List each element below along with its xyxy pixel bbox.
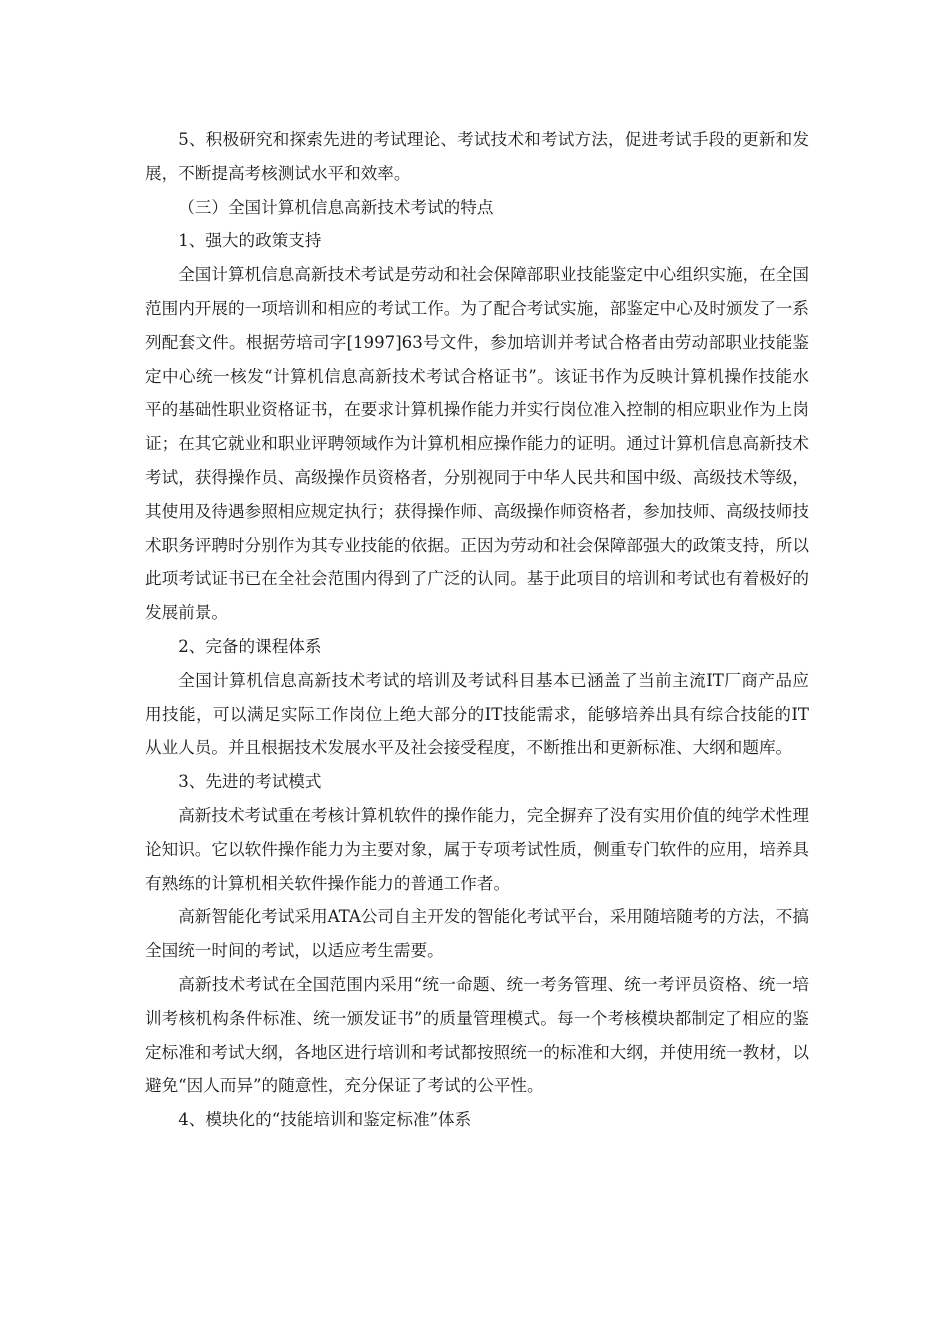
subheading-modular-system: 4、模块化的“技能培训和鉴定标准”体系 (178, 1110, 472, 1130)
subheading-policy-support: 1、强大的政策支持 (178, 231, 322, 251)
subheading-exam-mode: 3、先进的考试模式 (178, 772, 322, 792)
paragraph-item-5: 5、积极研究和探索先进的考试理论、考试技术和考试方法，促进考试手段的更新和发展，不断提高考核测试水平和效率。 (145, 130, 809, 183)
paragraph-exam-mode-1: 高新技术考试重在考核计算机软件的操作能力，完全摒弃了没有实用价值的纯学术性理论知识。它以软件操作能力为主要对象，属于专项考试性质，侧重专门软件的应用，培养具有熟练的计算机相关软件操作能力的普通工作者。 (145, 805, 809, 893)
document-body (145, 123, 809, 1137)
paragraph-course-system: 全国计算机信息高新技术考试的培训及考试科目基本已涵盖了当前主流IT厂商产品应用技能，可以满足实际工作岗位上绝大部分的IT技能需求，能够培养出具有综合技能的IT从业人员。并且根据技术发展水平及社会接受程度，不断推出和更新标准、大纲和题库。 (145, 670, 809, 758)
paragraph-policy-support: 全国计算机信息高新技术考试是劳动和社会保障部职业技能鉴定中心组织实施，在全国范围内开展的一项培训和相应的考试工作。为了配合考试实施，部鉴定中心及时颁发了一系列配套文件。根据劳培司字[1997]63号文件，参加培训并考试合格者由劳动部职业技能鉴定中心统一核发“计算机信息高新技术考试合格证书”。该证书作为反映计算机操作技能水平的基础性职业资格证书，在要求计算机操作能力并实行岗位准入控制的相应职业作为上岗证；在其它就业和职业评聘领域作为计算机相应操作能力的证明。通过计算机信息高新技术考试，获得操作员、高级操作员资格者，分别视同于中华人民共和国中级、高级技术等级，其使用及待遇参照相应规定执行；获得操作师、高级操作师资格者，参加技师、高级技师技术职务评聘时分别作为其专业技能的依据。正因为劳动和社会保障部强大的政策支持，所以此项考试证书已在全社会范围内得到了广泛的认同。基于此项目的培训和考试也有着极好的发展前景。 (145, 265, 809, 623)
section-heading-features: （三）全国计算机信息高新技术考试的特点 (178, 197, 494, 217)
paragraph-exam-mode-3: 高新技术考试在全国范围内采用“统一命题、统一考务管理、统一考评员资格、统一培训考核机构条件标准、统一颁发证书”的质量管理模式。每一个考核模块都制定了相应的鉴定标准和考试大纲，各地区进行培训和考试都按照统一的标准和大纲，并使用统一教材，以避免“因人而异”的随意性，充分保证了考试的公平性。 (145, 974, 809, 1096)
subheading-course-system: 2、完备的课程体系 (178, 636, 322, 656)
paragraph-exam-mode-2: 高新智能化考试采用ATA公司自主开发的智能化考试平台，采用随培随考的方法，不搞全国统一时间的考试，以适应考生需要。 (145, 907, 809, 961)
